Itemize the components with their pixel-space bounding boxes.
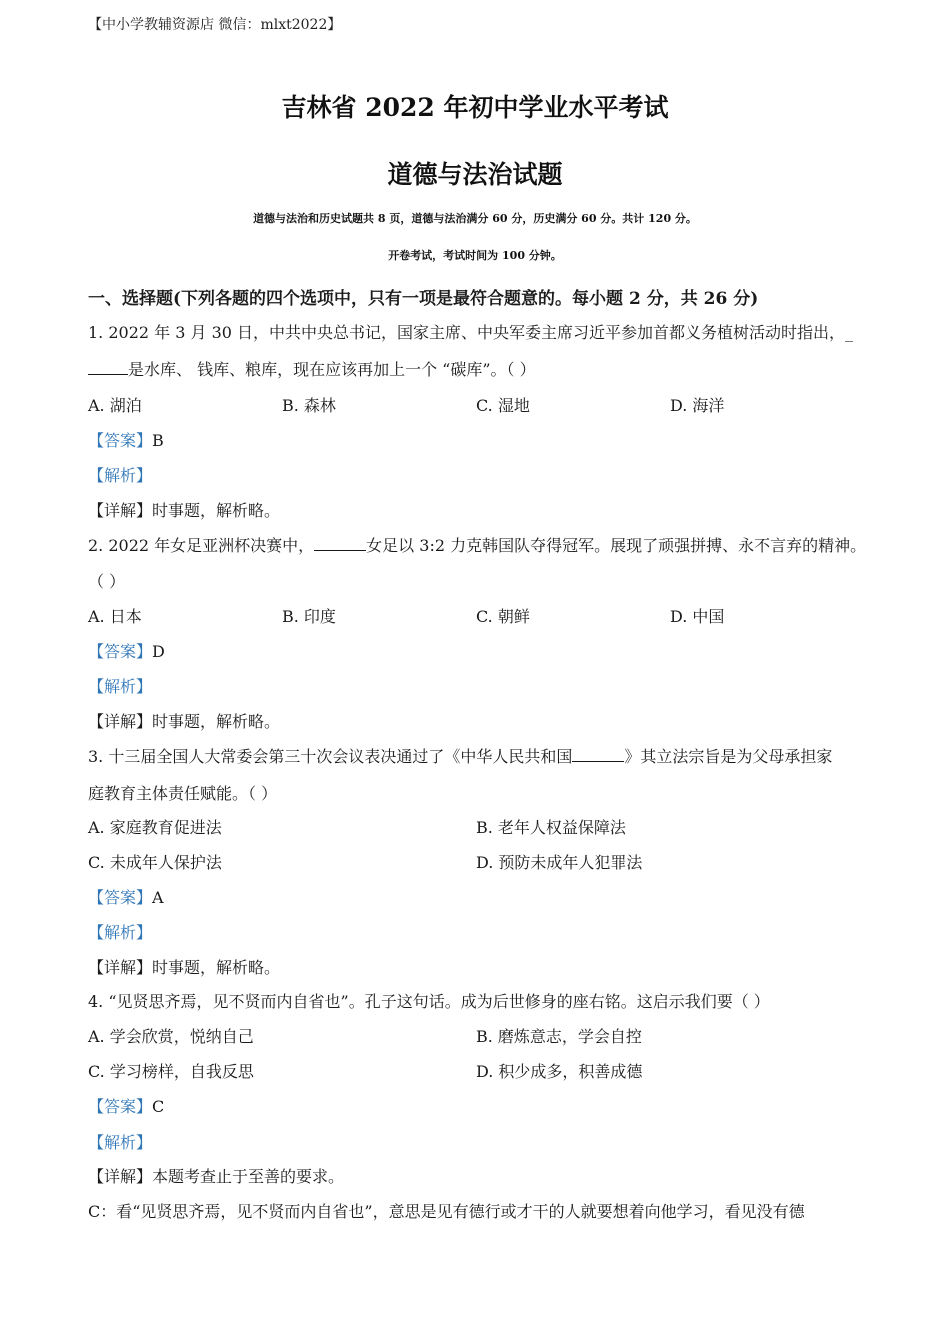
detail-label: 【详解】 [88,501,153,520]
answer-label: 【答案】 [88,642,153,661]
q3-stem-line-2: 庭教育主体责任赋能。（ ） [88,784,278,803]
q2-detail-text: 时事题，解析略。 [152,712,281,731]
analysis-label: 【解析】 [88,923,153,942]
analysis-label: 【解析】 [88,677,153,696]
answer-label: 【答案】 [88,888,153,907]
q2-option-d: D. 中国 [670,607,725,626]
q2-stem-tail: 女足以 3:2 力克韩国队夺得冠军。展现了顽强拼搏、永不言弃的精神。 [366,536,867,555]
header-tag: 【中小学教辅资源店 微信：mlxt2022】 [88,17,342,33]
q3-detail [88,955,280,978]
q3-option-c: C. 未成年人保护法 [88,853,222,872]
q2-analysis [88,674,152,697]
q2-stem-line-1 [88,533,866,556]
q1-answer-value: B [152,431,164,450]
q4-option-a: A. 学会欣赏，悦纳自己 [88,1027,254,1046]
q3-option-a: A. 家庭教育促进法 [88,818,222,837]
q1-answer [88,428,164,451]
q4-answer-value: C [152,1097,165,1116]
q3-answer [88,885,164,908]
answer-label: 【答案】 [88,431,153,450]
q3-analysis [88,920,152,943]
q3-stem-line-1 [88,744,832,767]
q4-option-b: B. 磨炼意志，学会自控 [476,1027,642,1046]
answer-label: 【答案】 [88,1097,153,1116]
q2-answer-value: D [152,642,165,661]
q2-option-c: C. 朝鲜 [476,607,530,626]
q4-option-c: C. 学习榜样，自我反思 [88,1062,254,1081]
detail-label: 【详解】 [88,1167,153,1186]
q2-answer [88,639,165,662]
detail-label: 【详解】 [88,712,153,731]
detail-label: 【详解】 [88,958,153,977]
q2-stem-head: 2. 2022 年女足亚洲杯决赛中， [88,536,315,555]
q3-stem-head: 3. 十三届全国人大常委会第三十次会议表决通过了《中华人民共和国 [88,747,573,766]
q3-option-b: B. 老年人权益保障法 [476,818,626,837]
exam-info-line-1: 道德与法治和历史试题共 8 页，道德与法治满分 60 分，历史满分 60 分。共计 120 分。 [253,212,697,225]
q1-stem-tail: 是水库、 钱库、粮库，现在应该再加上一个 “碳库”。（ ） [128,360,536,379]
q3-blank [572,747,624,762]
q1-detail-text: 时事题，解析略。 [152,501,281,520]
exam-info-line-2: 开卷考试，考试时间为 100 分钟。 [388,249,562,262]
q4-stem-line-1: 4. “见贤思齐焉，见不贤而内自省也”。孔子这句话。成为后世修身的座右铭。这启示我们要（ ） [88,992,770,1011]
q3-option-d: D. 预防未成年人犯罪法 [476,853,643,872]
q1-stem-line-2 [88,357,536,380]
exam-title: 吉林省 2022 年初中学业水平考试 [281,93,669,122]
q3-detail-text: 时事题，解析略。 [152,958,281,977]
analysis-label: 【解析】 [88,466,153,485]
q4-detail [88,1164,344,1187]
q4-explanation: C：看“见贤思齐焉，见不贤而内自省也”，意思是见有德行或才干的人就要想着向他学习，看见没有德 [88,1202,805,1221]
q1-blank [88,360,128,375]
q1-option-d: D. 海洋 [670,396,725,415]
q1-option-a: A. 湖泊 [88,396,142,415]
exam-subtitle: 道德与法治试题 [387,160,563,189]
q3-answer-value: A [152,888,164,907]
q1-stem-line-1: 1. 2022 年 3 月 30 日，中共中央总书记，国家主席、中央军委主席习近平参加首都义务植树活动时指出，_ [88,323,854,342]
q2-detail [88,709,280,732]
q2-option-b: B. 印度 [282,607,336,626]
q1-detail [88,498,280,521]
q2-stem-line-2: （ ） [88,572,126,591]
q4-analysis [88,1130,152,1153]
section-heading: 一、选择题(下列各题的四个选项中，只有一项是最符合题意的。每小题 2 分，共 26 分) [88,289,759,309]
q1-option-b: B. 森林 [282,396,336,415]
q4-answer [88,1094,164,1117]
q1-analysis [88,463,152,486]
q1-option-c: C. 湿地 [476,396,530,415]
q4-option-d: D. 积少成多，积善成德 [476,1062,643,1081]
q2-option-a: A. 日本 [88,607,142,626]
analysis-label: 【解析】 [88,1133,153,1152]
q3-stem-tail: 》其立法宗旨是为父母承担家 [624,747,833,766]
q2-blank [314,536,366,551]
q4-detail-text: 本题考查止于至善的要求。 [152,1167,345,1186]
